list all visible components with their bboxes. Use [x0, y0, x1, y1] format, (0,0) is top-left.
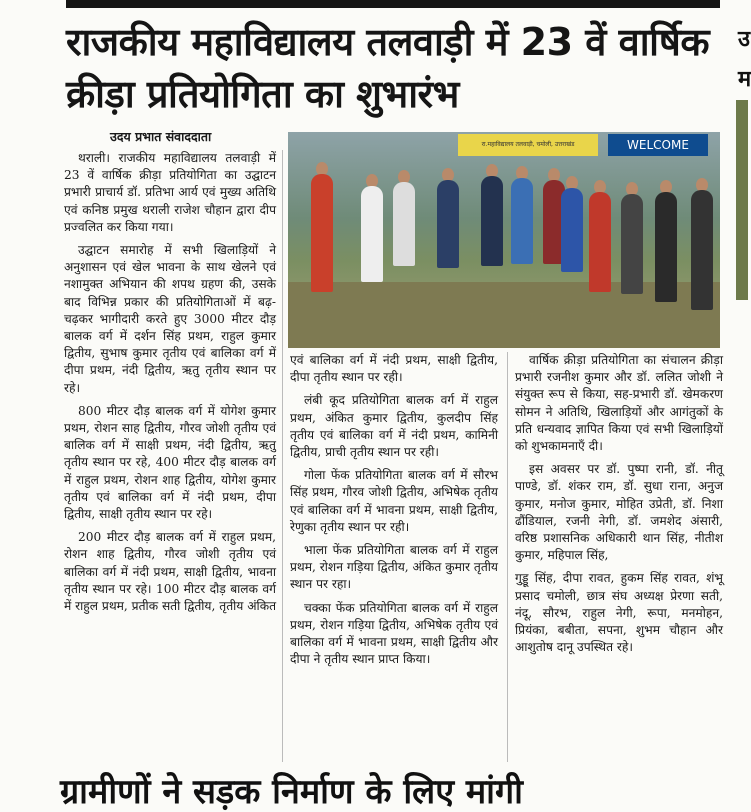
adjacent-headline-edge: उ म	[738, 27, 751, 92]
column-divider	[282, 150, 283, 762]
paragraph: उद्घाटन समारोह में सभी खिलाड़ियों ने अनुशासन एवं खेल भावना के साथ खेलने एवं नशामुक्त अभियान की शपथ ग्रहण की, उसके बाद विभिन्न प्रकार की प्रतियोगिताओं में बढ़-चढ़कर भागीदारी करते हुए 3000 मीटर दौड़ बालक वर्ग में दर्शन सिंह प्रथम, राहुल कुमार द्वितीय, सुभाष कुमार तृतीय एवं बालिका वर्ग में दीपा प्रथम, नंदी द्वितीय, ऋतु तृतीय स्थान पर रहे।	[64, 243, 276, 395]
paragraph: गोला फेंक प्रतियोगिता बालक वर्ग में सौरभ सिंह प्रथम, गौरव जोशी द्वितीय, अभिषेक तृतीय एवं बालिका वर्ग में भावना प्रथम, साक्षी द्वितीय, रेणुका तृतीय स्थान पर रही।	[290, 468, 498, 534]
column-divider	[507, 352, 508, 762]
paragraph: लंबी कूद प्रतियोगिता बालक वर्ग में राहुल प्रथम, अंकित कुमार द्वितीय, कुलदीप सिंह तृतीय एवं बालिका वर्ग में नंदी प्रथम, कामिनी द्वितीय, प्राची तृतीय स्थान पर रही।	[290, 393, 498, 460]
college-banner: रा.महाविद्यालय तलवाड़ी, चमोली, उत्तराखंड	[458, 134, 598, 156]
person	[655, 192, 677, 302]
paragraph: थराली। राजकीय महाविद्यालय तलवाड़ी में 23 वें वार्षिक क्रीड़ा प्रतियोगिता का उद्घाटन प्रभारी प्राचार्य डॉ. प्रतिभा आर्य एवं मुख्य अतिथि एवं कनिष्ठ प्रमुख थराली राजेश चौहान द्वारा दीप प्रज्वलित कर किया गया।	[64, 151, 276, 234]
person	[621, 194, 643, 294]
column-1	[64, 150, 276, 621]
person	[481, 176, 503, 266]
person	[561, 188, 583, 272]
person	[437, 180, 459, 268]
event-photo	[288, 132, 720, 348]
byline: उदय प्रभात संवाददाता	[110, 129, 212, 144]
person	[361, 186, 383, 282]
top-rule	[66, 0, 720, 8]
person	[691, 190, 713, 310]
paragraph: चक्का फेंक प्रतियोगिता बालक वर्ग में राहुल प्रथम, रोशन गड़िया द्वितीय, अभिषेक तृतीय एवं बालिका वर्ग में भावना प्रथम, साक्षी द्वितीय और दीपा ने तृतीय स्थान प्राप्त किया।	[290, 600, 498, 667]
column-2	[290, 352, 498, 674]
paragraph: एवं बालिका वर्ग में नंदी प्रथम, साक्षी द्वितीय, दीपा तृतीय स्थान पर रही।	[290, 353, 498, 385]
paragraph: इस अवसर पर डॉ. पुष्पा रानी, डॉ. नीतू पाण्डे, डॉ. शंकर राम, डॉ. सुधा राना, अनुज कुमार, मनोज कुमार, मोहित उप्रेती, डॉ. निशा ढौंडियाल, रजनी नेगी, डॉ. जमशेद अंसारी, वरिष्ठ प्रशासनिक अधिकारी थान सिंह, नीतीश कुमार, महिपाल सिंह,	[515, 462, 723, 563]
adjacent-photo-edge	[736, 100, 748, 300]
next-headline: ग्रामीणों ने सड़क निर्माण के लिए मांगी	[60, 772, 523, 812]
person	[311, 174, 333, 292]
paragraph: 800 मीटर दौड़ बालक वर्ग में योगेश कुमार प्रथम, रोशन साह द्वितीय, गौरव जोशी तृतीय एवं बालिक वर्ग में साक्षी प्रथम, नंदी द्वितीय, ऋतु तृतीय स्थान पर रहे, 400 मीटर दौड़ बालक वर्ग में राहुल प्रथम, रोशन शाह द्वितीय, योगेश कुमार तृतीय एवं बालिका वर्ग में नंदी प्रथम, दीपा द्वितीय, साक्षी तृतीय स्थान पर रहे।	[64, 403, 276, 522]
paragraph: वार्षिक क्रीड़ा प्रतियोगिता का संचालन क्रीड़ा प्रभारी रजनीश कुमार और डॉ. ललित जोशी ने संयुक्त रूप से किया, सह-प्रभारी डॉ. खेमकरण सोमन ने अतिथि, खिलाड़ियों और आगंतुकों के प्रति धन्यवाद ज्ञापित किया एवं सभी खिलाड़ियों को शुभकामनाएँ दी।	[515, 353, 723, 454]
person	[511, 178, 533, 264]
person	[589, 192, 611, 292]
headline: राजकीय महाविद्यालय तलवाड़ी में 23 वें वार्षिक क्रीड़ा प्रतियोगिता का शुभारंभ	[66, 20, 710, 116]
person	[393, 182, 415, 266]
welcome-banner: WELCOME	[608, 134, 708, 156]
paragraph: भाला फेंक प्रतियोगिता बालक वर्ग में राहुल प्रथम, रोशन गड़िया द्वितीय, अंकित कुमार तृतीय स्थान पर रहा।	[290, 543, 498, 592]
paragraph: 200 मीटर दौड़ बालक वर्ग में राहुल प्रथम, रोशन शाह द्वितीय, गौरव जोशी तृतीय एवं बालिका वर्ग में नंदी प्रथम, साक्षी द्वितीय, भावना तृतीय स्थान पर रहे। 100 मीटर दौड़ बालक वर्ग में राहुल प्रथम, प्रतीक सती द्वितीय, तृतीय अंकित	[64, 530, 277, 614]
paragraph: गुड्डू सिंह, दीपा रावत, हुकम सिंह रावत, शंभू प्रसाद चमोली, छात्र संघ अध्यक्ष प्रेरणा सती, नंदू, सौरभ, राहुल नेगी, रूपा, मनमोहन, प्रियंका, बबीता, सपना, शुभम चौहान और आशुतोष दानू उपस्थित रहे।	[515, 571, 723, 655]
column-3	[515, 352, 723, 662]
